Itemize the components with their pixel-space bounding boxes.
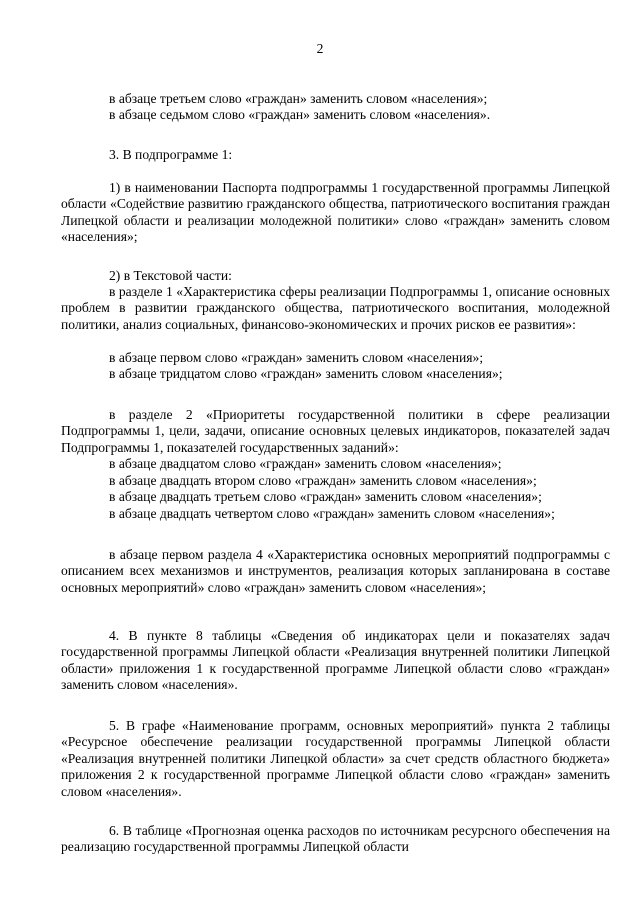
paragraph-1: в абзаце третьем слово «граждан» заменить словом «населения»;	[109, 91, 488, 106]
paragraph-12: в абзаце двадцать третьем слово «граждан» заменить словом «населения»;	[109, 489, 542, 504]
paragraph-16: 5. В графе «Наименование программ, основных мероприятий» пункта 2 таблицы «Ресурсное обеспечение реализации государственной программы Липецкой области «Реализация внутренней политики Липецкой области» за счет средств областного бюджета» приложения 2 к государственной программе Липецкой области слово «граждан» заменить словом «населения».	[61, 718, 610, 799]
paragraph-13: в абзаце двадцать четвертом слово «граждан» заменить словом «населения»;	[109, 506, 555, 521]
paragraph-4: 1) в наименовании Паспорта подпрограммы 1 государственной программы Липецкой области «Содействие развитию гражданского общества, патриотического воспитания граждан Липецкой области и реализации молодежной политики» слово «граждан» заменить словом «населения»;	[61, 180, 610, 245]
paragraph-7: в абзаце первом слово «граждан» заменить словом «населения»;	[109, 350, 484, 365]
paragraph-3: 3. В подпрограмме 1:	[109, 147, 233, 162]
paragraph-17: 6. В таблице «Прогнозная оценка расходов по источникам ресурсного обеспечения на реализацию государственной программы Липецкой области	[61, 823, 610, 855]
paragraph-5: 2) в Текстовой части:	[109, 268, 232, 283]
paragraph-14: в абзаце первом раздела 4 «Характеристика основных мероприятий подпрограммы с описанием всех механизмов и инструментов, реализация которых запланирована в составе основных мероприятий» слово «граждан» заменить словом «населения»;	[61, 547, 610, 595]
paragraph-10: в абзаце двадцатом слово «граждан» заменить словом «населения»;	[109, 456, 502, 471]
paragraph-9: в разделе 2 «Приоритеты государственной политики в сфере реализации Подпрограммы 1, цели, задачи, описание основных целевых индикаторов, показателей задач Подпрограммы 1, показателей государственных заданий»:	[61, 407, 610, 455]
paragraph-11: в абзаце двадцать втором слово «граждан» заменить словом «населения»;	[109, 473, 537, 488]
paragraph-15: 4. В пункте 8 таблицы «Сведения об индикаторах цели и показателях задач государственной программы Липецкой области «Реализация внутренней политики Липецкой области» приложения 1 к государственной программе Липецкой области слово «граждан» заменить словом «населения».	[61, 628, 610, 693]
paragraph-2: в абзаце седьмом слово «граждан» заменить словом «населения».	[109, 107, 491, 122]
page-number: 2	[316, 41, 324, 56]
paragraph-8: в абзаце тридцатом слово «граждан» заменить словом «населения»;	[109, 366, 503, 381]
paragraph-6: в разделе 1 «Характеристика сферы реализации Подпрограммы 1, описание основных проблем в развитии гражданского общества, патриотического воспитания, молодежной политики, анализ социальных, финансово-экономических и прочих рисков ее развития»:	[61, 284, 610, 332]
